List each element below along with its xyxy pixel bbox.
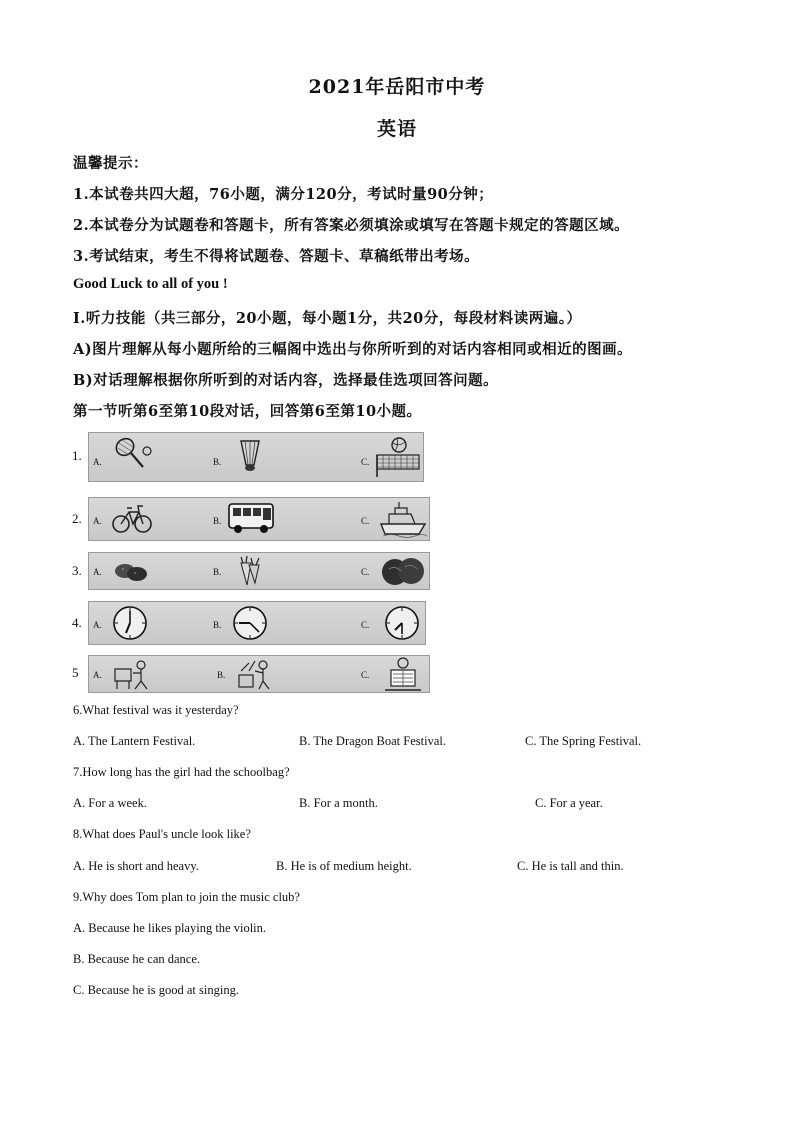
drummer-icon: [235, 657, 275, 691]
option-c-label: C.: [361, 516, 370, 526]
q6-option-a[interactable]: A. The Lantern Festival.: [73, 734, 196, 748]
question-number: 3.: [72, 563, 82, 578]
part-1-instruction: 第一节听第6至第10段对话，回答第6至第10小题。: [73, 403, 422, 420]
question-number: 5: [72, 665, 79, 680]
shuttlecock-icon: [235, 437, 265, 473]
option-a-label: A.: [93, 620, 102, 630]
option-a-label: A.: [93, 670, 102, 680]
option-b-label: B.: [213, 620, 222, 630]
picture-strip: [88, 497, 430, 541]
picture-question-4: [70, 601, 428, 643]
carrots-icon: [233, 555, 263, 587]
volleyball-net-icon: [375, 435, 421, 477]
option-a-label: A.: [93, 567, 102, 577]
notice-item-3: 3.考试结束，考生不得将试题卷、答题卡、草稿纸带出考场。: [73, 248, 480, 265]
clock-icon: [231, 604, 269, 642]
q7-option-a[interactable]: A. For a week.: [73, 796, 147, 810]
section-title: I.听力技能（共三部分，20小题，每小题1分，共20分，每段材料读两遍。）: [73, 310, 582, 327]
ship-icon: [379, 500, 427, 538]
picture-question-5: [70, 655, 432, 691]
good-luck-text: Good Luck to all of you !: [73, 276, 228, 292]
question-9: 9.Why does Tom plan to join the music club?: [73, 890, 300, 904]
option-c-label: C.: [361, 457, 370, 467]
question-6: 6.What festival was it yesterday?: [73, 703, 239, 717]
option-c-label: C.: [361, 567, 370, 577]
reader-icon: [383, 656, 423, 692]
question-number: 2.: [72, 511, 82, 526]
piano-player-icon: [113, 657, 153, 691]
q8-option-b[interactable]: B. He is of medium height.: [276, 859, 412, 873]
part-b-instruction: B)对话理解根据你所听到的对话内容，选择最佳选项回答问题。: [73, 372, 499, 389]
q8-option-c[interactable]: C. He is tall and thin.: [517, 859, 624, 873]
q7-option-c[interactable]: C. For a year.: [535, 796, 603, 810]
notice-item-2: 2.本试卷分为试题卷和答题卡，所有答案必须填涂或填写在答题卡规定的答题区域。: [73, 217, 630, 234]
question-number: 4.: [72, 615, 82, 630]
option-c-label: C.: [361, 620, 370, 630]
option-b-label: B.: [213, 567, 222, 577]
q9-option-b[interactable]: B. Because he can dance.: [73, 952, 201, 966]
notice-item-1: 1.本试卷共四大超，76小题，满分120分，考试时量90分钟；: [73, 186, 494, 203]
bus-icon: [227, 500, 277, 536]
question-8: 8.What does Paul's uncle look like?: [73, 827, 251, 841]
picture-strip: [88, 601, 426, 645]
q9-option-c[interactable]: C. Because he is good at singing.: [73, 983, 239, 997]
question-number: 1.: [72, 448, 82, 463]
part-a-instruction: A)图片理解从每小题所给的三幅阁中选出与你所听到的对话内容相同或相近的图画。: [73, 341, 633, 358]
option-b-label: B.: [213, 457, 222, 467]
question-7: 7.How long has the girl had the schoolbag?: [73, 765, 290, 779]
option-b-label: B.: [217, 670, 226, 680]
potatoes-icon: [113, 557, 149, 585]
clock-icon: [111, 604, 149, 642]
option-a-label: A.: [93, 457, 102, 467]
q7-option-b[interactable]: B. For a month.: [299, 796, 378, 810]
option-c-label: C.: [361, 670, 370, 680]
q6-option-c[interactable]: C. The Spring Festival.: [525, 734, 642, 748]
option-a-label: A.: [93, 516, 102, 526]
tennis-racket-icon: [111, 437, 155, 471]
q9-option-a[interactable]: A. Because he likes playing the violin.: [73, 921, 267, 935]
notice-heading: 温馨提示：: [73, 155, 148, 172]
picture-question-2: [70, 497, 432, 539]
picture-strip: [88, 432, 424, 482]
picture-question-3: [70, 552, 432, 588]
picture-question-1: [70, 432, 430, 480]
option-b-label: B.: [213, 516, 222, 526]
page-title: 2021年岳阳市中考: [308, 76, 486, 98]
subject-title: 英语: [376, 118, 417, 140]
cabbage-icon: [379, 555, 427, 587]
q6-option-b[interactable]: B. The Dragon Boat Festival.: [299, 734, 446, 748]
bicycle-icon: [111, 502, 153, 534]
clock-icon: [383, 604, 421, 642]
q8-option-a[interactable]: A. He is short and heavy.: [73, 859, 199, 873]
picture-strip: [88, 552, 430, 590]
picture-strip: [88, 655, 430, 693]
